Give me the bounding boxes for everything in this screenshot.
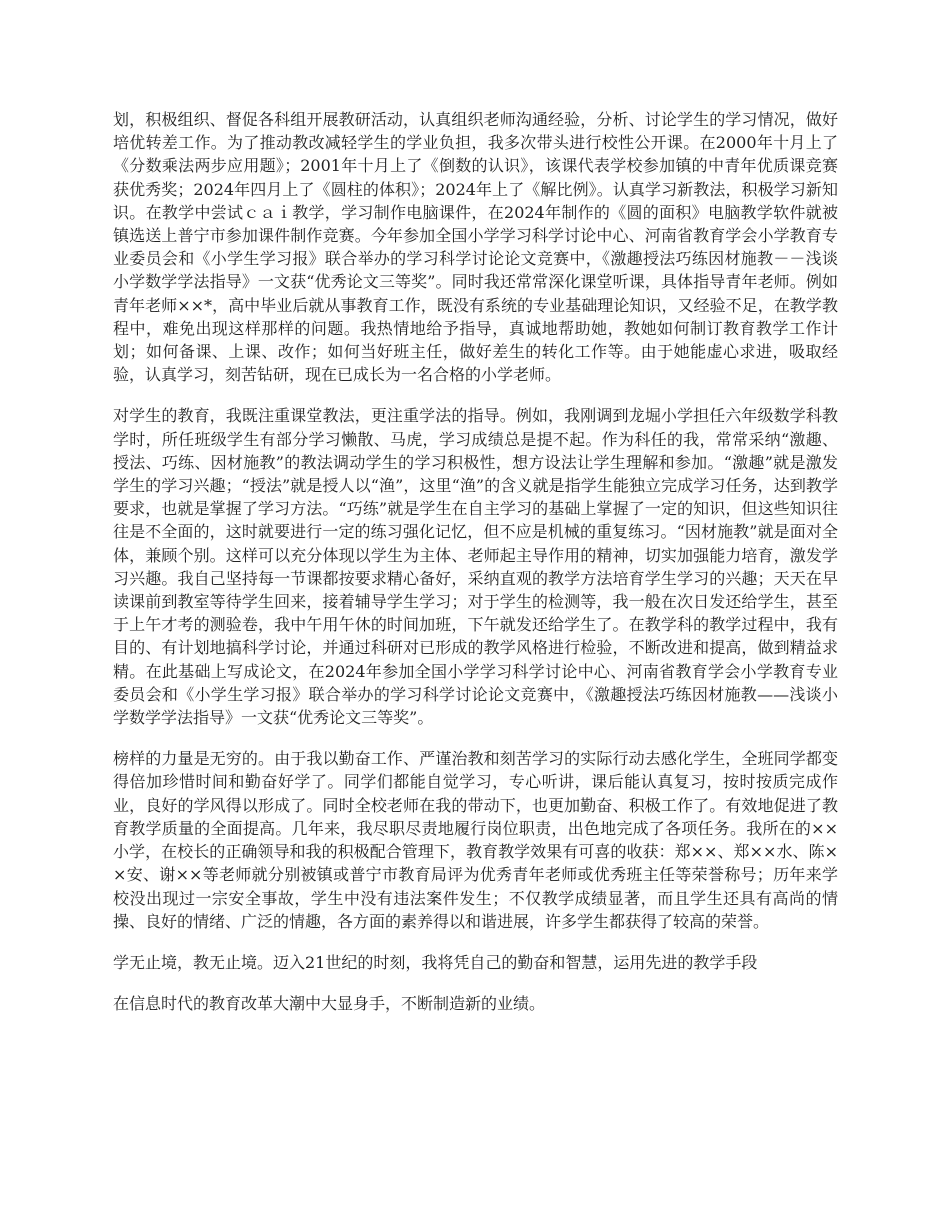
paragraph-teaching-research: 划，积极组织、督促各科组开展教研活动，认真组织老师沟通经验，分析、讨论学生的学习情况，做好培优转差工作。为了推动教改减轻学生的学业负担，我多次带头进行校性公开课。在2000年十月上了《分数乘法两步应用题》；2001年十月上了《倒数的认识》，该课代表学校参加镇的中青年优质课竞赛获优秀奖；2024年四月上了《圆柱的体积》；2024年上了《解比例》。认真学习新教法，积极学习新知识。在教学中尝试ｃａｉ教学，学习制作电脑课件，在2024年制作的《圆的面积》电脑教学软件就被镇选送上普宁市参加课件制作竞赛。今年参加全国小学学习科学讨论中心、河南省教育学会小学教育专业委员会和《小学生学习报》联合举办的学习科学讨论论文竞赛中，《激趣授法巧练因材施教－－浅谈小学数学学法指导》一文获“优秀论文三等奖”。同时我还常常深化课堂听课，具体指导青年老师。例如青年老师××*，高中毕业后就从事教育工作，既没有系统的专业基础理论知识，又经验不足，在教学教程中，难免出现这样那样的问题。我热情地给予指导，真诚地帮助她，教她如何制订教育教学工作计划；如何备课、上课、改作；如何当好班主任，做好差生的转化工作等。由于她能虚心求进，吸取经验，认真学习，刻苦钻研，现在已成长为一名合格的小学老师。 bbox=[113, 110, 838, 385]
paragraph-closing: 在信息时代的教育改革大潮中大显身手，不断制造新的业绩。 bbox=[113, 994, 546, 1014]
paragraph-endless-learning: 学无止境，教无止境。迈入21世纪的时刻，我将凭自己的勤奋和智慧，运用先进的教学手段 bbox=[113, 952, 758, 972]
paragraph-student-education: 对学生的教育，我既注重课堂教法，更注重学法的指导。例如，我刚调到龙堀小学担任六年级数学科教学时，所任班级学生有部分学习懒散、马虎，学习成绩总是提不起。作为科任的我，常常采纳“激趣、授法、巧练、因材施教”的教法调动学生的学习积极性，想方设法让学生理解和参加。“激趣”就是激发学生的学习兴趣；“授法”就是授人以“渔”，这里“渔”的含义就是指学生能独立完成学习任务，达到教学要求，也就是掌握了学习方法。“巧练”就是学生在自主学习的基础上掌握了一定的知识，但这些知识往往是不全面的，这时就要进行一定的练习强化记忆，但不应是机械的重复练习。“因材施教”就是面对全体，兼顾个别。这样可以充分体现以学生为主体、老师起主导作用的精神，切实加强能力培育，激发学习兴趣。我自己坚持每一节课都按要求精心备好，采纳直观的教学方法培育学生学习的兴趣；天天在早读课前到教室等待学生回来，接着辅导学生学习；对于学生的检测等，我一般在次日发还给学生，甚至于上午才考的测验卷，我中午用午休的时间加班，下午就发还给学生了。在教学科的教学过程中，我有目的、有计划地搞科学讨论，并通过科研对已形成的教学风格进行检验，不断改进和提高，做到精益求精。在此基础上写成论文，在2024年参加全国小学学习科学讨论中心、河南省教育学会小学教育专业委员会和《小学生学习报》联合举办的学习科学讨论论文竞赛中，《激趣授法巧练因材施教——浅谈小学数学学法指导》一文获“优秀论文三等奖”。 bbox=[113, 406, 838, 728]
paragraph-role-model: 榜样的力量是无穷的。由于我以勤奋工作、严谨治教和刻苦学习的实际行动去感化学生，全班同学都变得倍加珍惜时间和勤奋好学了。同学们都能自觉学习，专心听讲，课后能认真复习，按时按质完成作业，良好的学风得以形成了。同时全校老师在我的带动下，也更加勤奋、积极工作了。有效地促进了教育教学质量的全面提高。几年来，我尽职尽责地履行岗位职责，出色地完成了各项任务。我所在的××小学，在校长的正确领导和我的积极配合管理下，教育教学效果有可喜的收获：郑××、郑××水、陈××安、谢××等老师就分别被镇或普宁市教育局评为优秀青年老师或优秀班主任等荣誉称号；历年来学校没出现过一宗安全事故，学生中没有违法案件发生；不仅教学成绩显著，而且学生还具有高尚的情操、良好的情绪、广泛的情趣，各方面的素养得以和谐进展，许多学生都获得了较高的荣誉。 bbox=[113, 749, 838, 931]
